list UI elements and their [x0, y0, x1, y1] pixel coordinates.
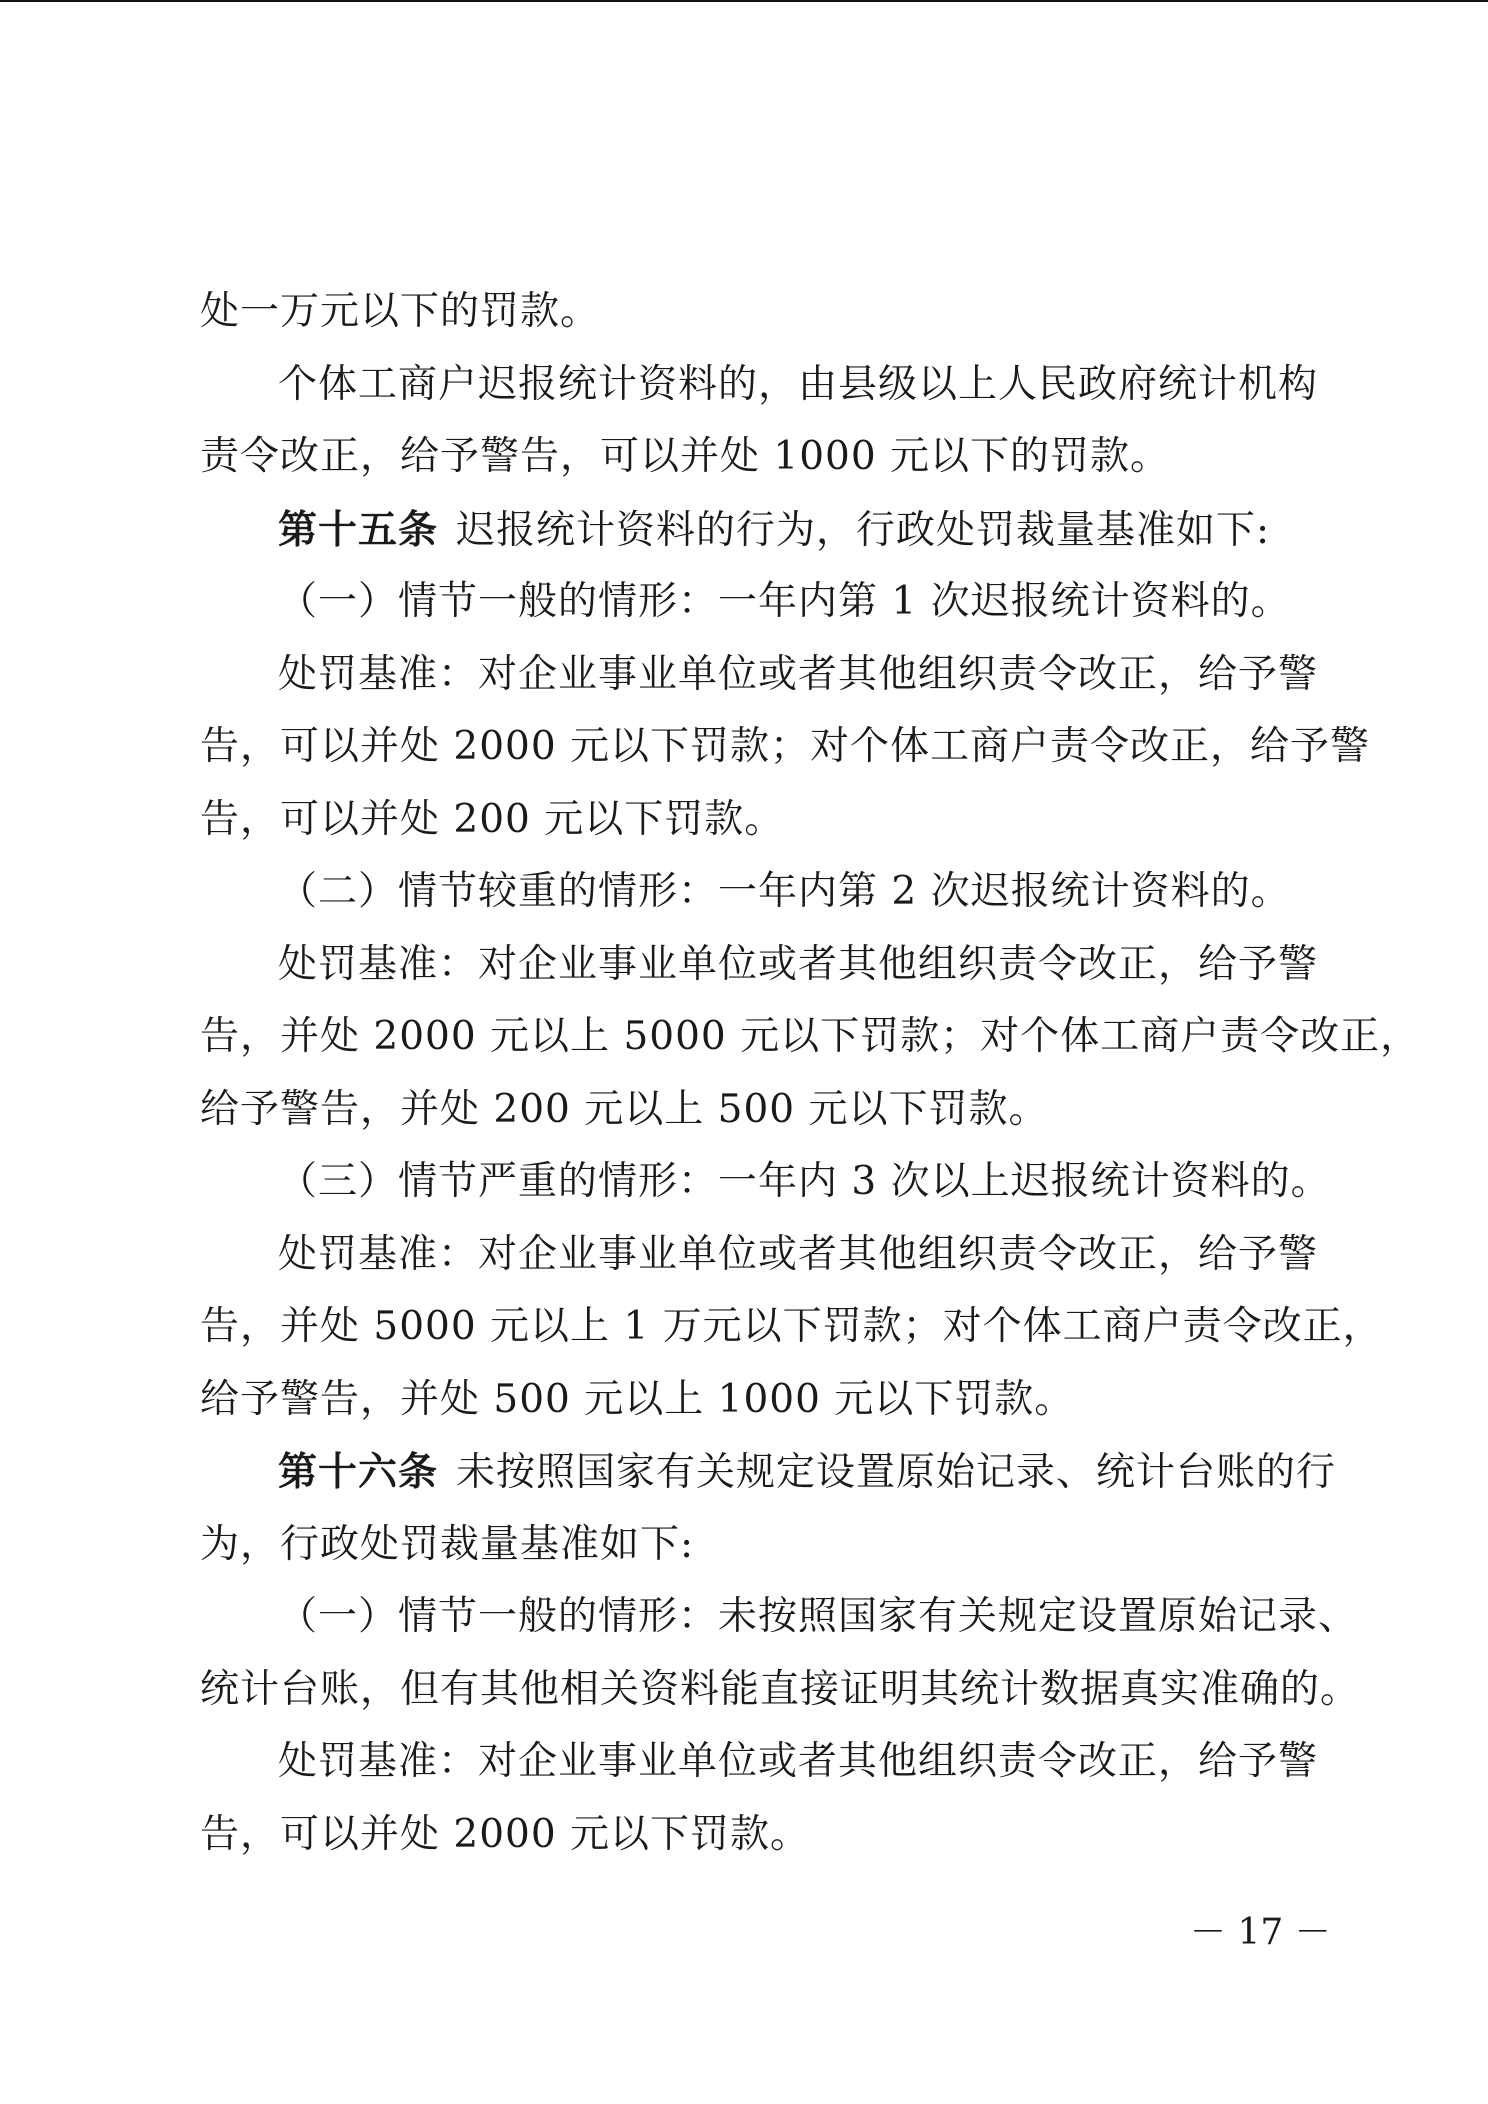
- case-item-general: （一）情节一般的情形：一年内第 1 次迟报统计资料的。: [278, 579, 1291, 624]
- article-15-heading: 第十五条 迟报统计资料的行为，行政处罚裁量基准如下:: [278, 506, 1271, 553]
- paragraph-first-line: 个体工商户迟报统计资料的，由县级以上人民政府统计机构: [278, 361, 1319, 407]
- text-line: 责令改正，给予警告，可以并处 1000 元以下的罚款。: [200, 434, 1171, 479]
- penalty-standard: 处罚基准：对企业事业单位或者其他组织责令改正，给予警: [278, 651, 1319, 697]
- article-number: 第十六条: [278, 1449, 439, 1495]
- case-item-serious: （二）情节较重的情形：一年内第 2 次迟报统计资料的。: [278, 869, 1291, 914]
- text-line: 告，并处 5000 元以上 1 万元以下罚款；对个体工商户责令改正，: [200, 1304, 1383, 1349]
- penalty-standard: 处罚基准：对企业事业单位或者其他组织责令改正，给予警: [278, 1739, 1319, 1784]
- text-line: 为，行政处罚裁量基准如下:: [200, 1521, 695, 1567]
- text-line: 告，可以并处 2000 元以下罚款；对个体工商户责令改正，给予警: [200, 724, 1371, 769]
- text-line: 给予警告，并处 200 元以上 500 元以下罚款。: [200, 1086, 1049, 1132]
- case-item-general: （一）情节一般的情形：未按照国家有关规定设置原始记录、: [278, 1594, 1359, 1639]
- case-item-severe: （三）情节严重的情形：一年内 3 次以上迟报统计资料的。: [278, 1159, 1331, 1204]
- text-line: 告，可以并处 200 元以下罚款。: [200, 796, 785, 842]
- page-number: － 17 －: [1190, 1912, 1331, 1953]
- article-16-heading: 第十六条 未按照国家有关规定设置原始记录、统计台账的行: [278, 1449, 1337, 1495]
- penalty-standard: 处罚基准：对企业事业单位或者其他组织责令改正，给予警: [278, 1231, 1319, 1277]
- document-body: [200, 276, 1421, 1871]
- text-line: 告，并处 2000 元以上 5000 元以下罚款；对个体工商户责令改正，: [200, 1014, 1421, 1059]
- article-number: 第十五条: [278, 506, 439, 553]
- text-line: 处一万元以下的罚款。: [200, 289, 601, 334]
- text-line: 统计台账，但有其他相关资料能直接证明其统计数据真实准确的。: [200, 1666, 1361, 1712]
- text-line: 给予警告，并处 500 元以上 1000 元以下罚款。: [200, 1376, 1075, 1422]
- text-line: 告，可以并处 2000 元以下罚款。: [200, 1811, 811, 1857]
- penalty-standard: 处罚基准：对企业事业单位或者其他组织责令改正，给予警: [278, 941, 1319, 987]
